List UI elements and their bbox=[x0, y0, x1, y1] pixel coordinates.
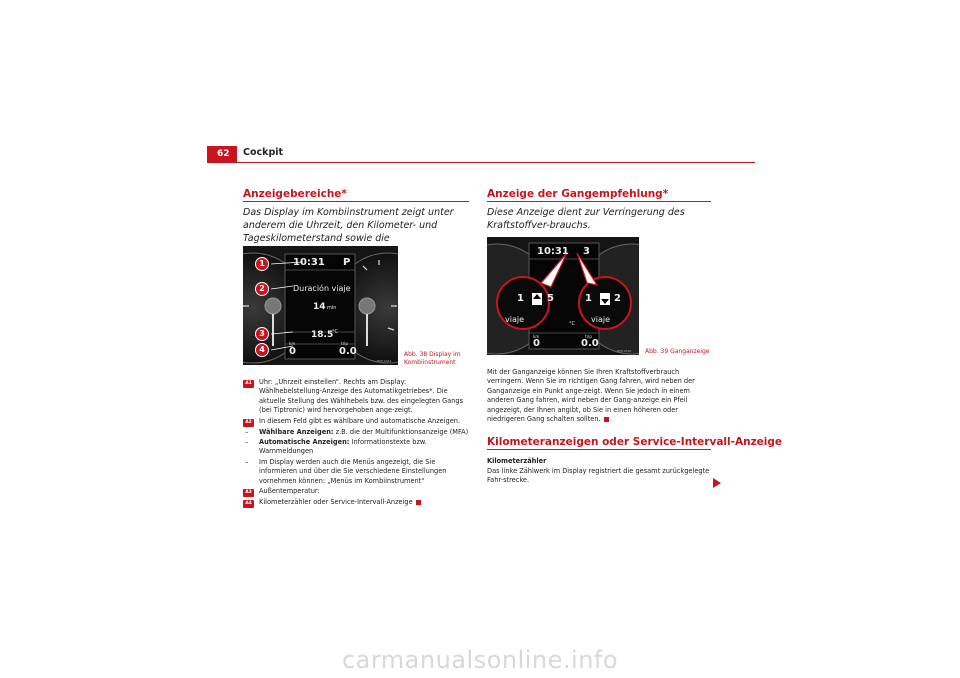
paragraph-gear: Mit der Ganganzeige können Sie Ihren Kraftstoffverbrauch verringern. Wenn Sie im richtigen Gang fahren, wird neben der Ganganzeige ein Punkt ange-zeigt. Wenn Sie jedoch in einem anderen Gang fahren, wird neben der Gang-anzeige ein Pfeil angezeigt, der Ihnen angibt, ob Sie in einen höheren oder niedrigeren Gang schalten sollten. bbox=[487, 368, 695, 424]
end-mark bbox=[604, 417, 609, 422]
figure-instrument-display bbox=[243, 246, 398, 365]
list-item: A2 In diesem Feld gibt es wählbare und automatische Anzeigen. bbox=[243, 417, 469, 427]
marker-a4: A4 bbox=[243, 500, 254, 508]
figure-caption-38: Abb. 38 Display im Kombiinstrument bbox=[404, 351, 461, 366]
display-temperature-unit: °C bbox=[332, 329, 338, 335]
heading-gear-recommendation: Anzeige der Gangempfehlung* bbox=[487, 188, 669, 200]
next-page-arrow-icon[interactable] bbox=[713, 478, 721, 488]
display-trip-value: 0.0 bbox=[339, 346, 357, 357]
section-title: Cockpit bbox=[243, 147, 284, 158]
display-odo-value: 0 bbox=[289, 346, 296, 357]
gear-left-b: 5 bbox=[547, 293, 554, 304]
paragraph-odometer: Das linke Zählwerk im Display registriert die gesamt zurückgelegte Fahr-strecke. bbox=[487, 467, 710, 485]
display-temperature-unit: °C bbox=[569, 321, 575, 327]
callout-4: 4 bbox=[255, 343, 269, 357]
callout-2: 2 bbox=[255, 282, 269, 296]
heading-rule-left bbox=[243, 201, 469, 202]
figure-code: B5P-0530 bbox=[617, 349, 632, 353]
display-odo-value: 0 bbox=[533, 338, 540, 349]
display-duration-unit: min bbox=[327, 305, 337, 311]
display-trip-label: trip bbox=[585, 334, 592, 339]
gear-left-a: 1 bbox=[517, 293, 524, 304]
display-time: 10:31 bbox=[537, 246, 569, 257]
display-trip-value: 0.0 bbox=[581, 338, 599, 349]
heading-odometer: Kilometeranzeigen oder Service-Intervall-Anzeige bbox=[487, 436, 783, 448]
list-item: A3 Außentemperatur: bbox=[243, 487, 469, 497]
display-gear: P bbox=[343, 257, 351, 268]
display-message: Duración viaje bbox=[293, 284, 351, 293]
marker-a2: A2 bbox=[243, 419, 254, 427]
list-item-dash: – Wählbare Anzeigen: z.B. die der Multifunktionsanzeige (MFA) bbox=[245, 427, 469, 436]
figure-gear-indicator bbox=[487, 237, 639, 355]
gear-right-b: 2 bbox=[614, 293, 621, 304]
subheading-odometer: Kilometerzähler bbox=[487, 457, 547, 465]
callout-1: 1 bbox=[255, 257, 269, 271]
display-word-right: viaje bbox=[591, 315, 611, 324]
end-mark bbox=[416, 500, 421, 505]
list-item: A4 Kilometerzähler oder Service-Intervall-Anzeige bbox=[243, 498, 469, 508]
figure-caption-39: Abb. 39 Ganganzeige bbox=[645, 348, 710, 355]
callout-3: 3 bbox=[255, 327, 269, 341]
figure-code: B5P-0444 bbox=[377, 359, 392, 363]
page-number: 62 bbox=[207, 146, 237, 162]
display-duration-value: 14 bbox=[313, 302, 326, 312]
list-item: A1 Uhr: „Uhrzeit einstellen“. Rechts am Display: Wählhebelstellung-Anzeige des Automatikgetriebes*. Die aktuelle Stellung des Wählhebels bzw. des eingelegten Gangs (bei Tiptronic) wird hervorgehoben ange-zeigt. bbox=[243, 378, 469, 416]
legend-list-left bbox=[243, 378, 469, 509]
display-trip-label: trip bbox=[341, 341, 348, 346]
list-item-dash: – Im Display werden auch die Menüs angezeigt, die Sie informieren und über die Sie verschiedene Einstellungen vornehmen können: „Menüs im Kombiinstrument“ bbox=[245, 457, 447, 485]
header-rule bbox=[207, 162, 755, 163]
display-time: 10:31 bbox=[293, 257, 325, 268]
display-gear: 3 bbox=[583, 246, 590, 257]
display-odo-label: km bbox=[533, 334, 540, 339]
watermark: carmanualsonline.info bbox=[341, 646, 619, 674]
heading-rule-right bbox=[487, 201, 711, 202]
list-item-dash: – Automatische Anzeigen: Informationstexte bzw. Warnmeldungen bbox=[245, 438, 427, 456]
lead-left: Das Display im Kombiinstrument zeigt unter anderem die Uhrzeit, den Kilometer- und Tageskilometerstand sowie die bbox=[243, 207, 454, 244]
display-odo-label: km bbox=[289, 341, 296, 346]
heading-rule-right-2 bbox=[487, 449, 711, 450]
gear-right-a: 1 bbox=[585, 293, 592, 304]
marker-a1: A1 bbox=[243, 380, 254, 388]
display-word-left: viaje bbox=[505, 315, 525, 324]
heading-display-areas: Anzeigebereiche* bbox=[243, 188, 347, 200]
display-temperature: 18.5 bbox=[311, 330, 334, 340]
lead-right: Diese Anzeige dient zur Verringerung des Kraftstoffver-brauchs. bbox=[487, 207, 685, 231]
marker-a3: A3 bbox=[243, 489, 254, 497]
